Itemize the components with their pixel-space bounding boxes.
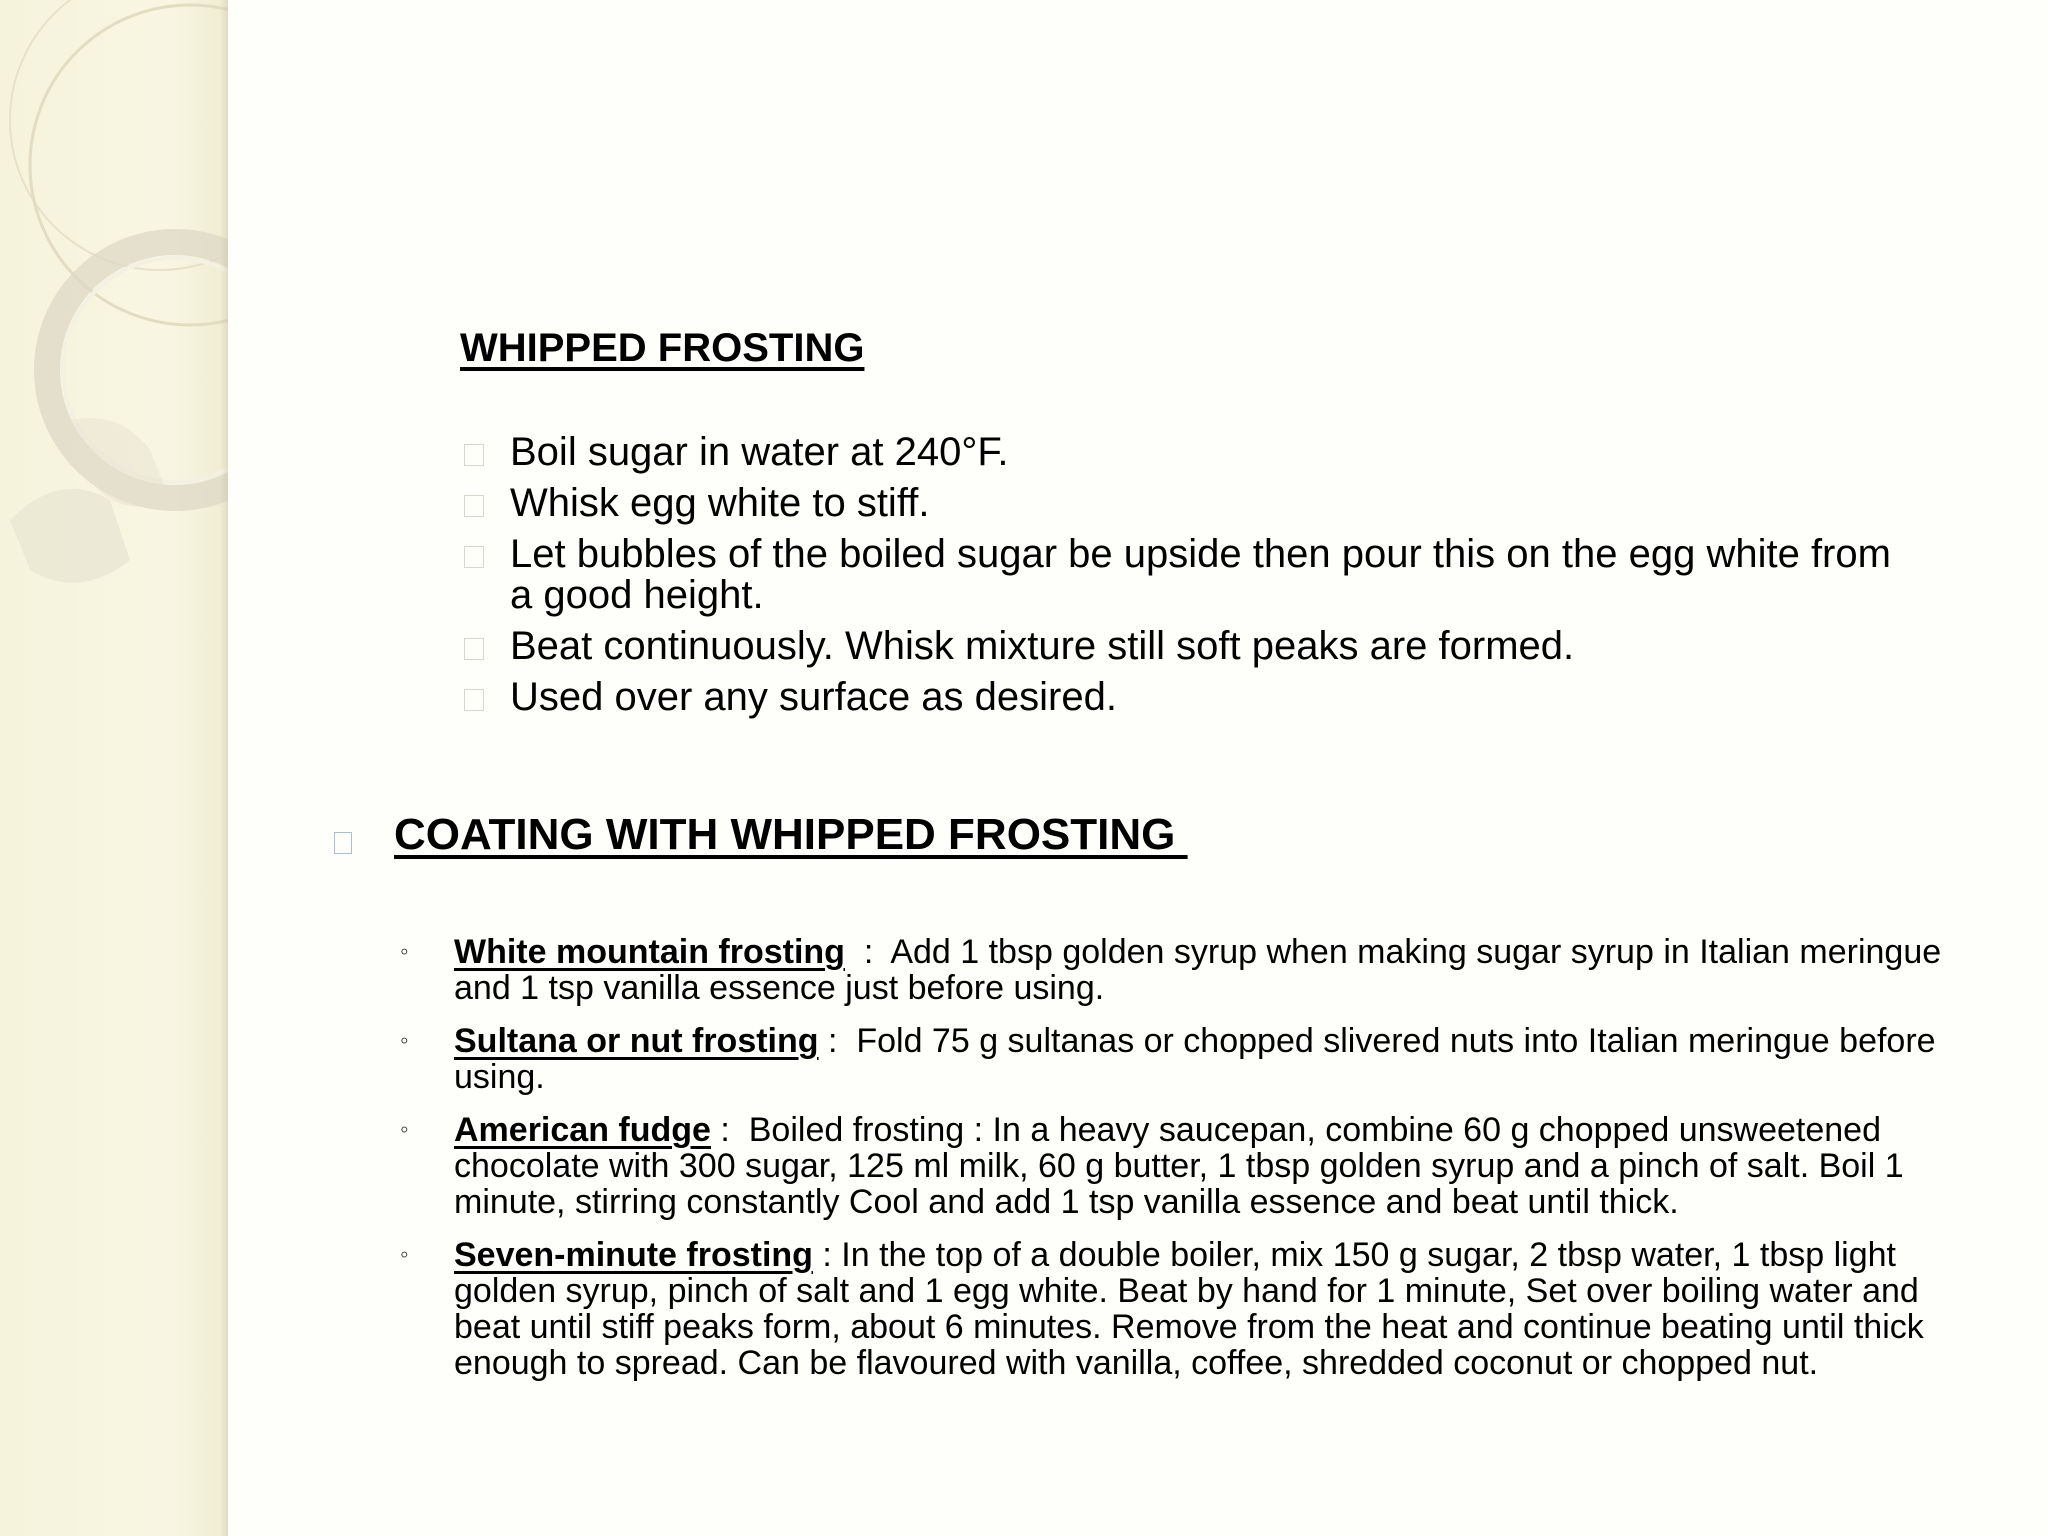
checkbox-bullet-icon <box>464 638 484 660</box>
item-text: In the top of a double boiler, mix 150 g sugar, 2 tbsp water, 1 tbsp light golden syrup, pinch of salt and 1 egg white. Beat by hand for 1 minute, Set over boiling water and beat until stiff peaks form, about 6 minutes. Remove from the heat and continue beating until thick enough to spread. Can be flavoured with vanilla, coffee, shredded coconut or chopped nut. <box>454 1236 1924 1382</box>
step-item <box>462 677 1902 718</box>
circle-bullet-icon: ◦ <box>400 1027 409 1054</box>
step-text: Used over any surface as desired. <box>510 675 1117 719</box>
step-item <box>462 626 1902 667</box>
item-term: Seven-minute frosting <box>454 1236 813 1274</box>
step-item <box>462 483 1902 524</box>
item-separator: : <box>818 1022 857 1060</box>
circle-bullet-icon: ◦ <box>400 1241 409 1268</box>
item-text: Add 1 tbsp golden syrup when making sugar syrup in Italian meringue and 1 tsp vanilla essence just before using. <box>454 933 1942 1007</box>
step-text: Whisk egg white to stiff. <box>510 481 930 525</box>
decorative-rings-graphic <box>0 0 228 1536</box>
whipped-frosting-steps <box>462 432 1902 728</box>
checkbox-bullet-icon <box>334 832 352 854</box>
step-item <box>462 534 1902 616</box>
step-text: Boil sugar in water at 240°F. <box>510 430 1009 474</box>
decorative-side-panel <box>0 0 228 1536</box>
item-separator: : <box>844 933 891 971</box>
circle-bullet-icon: ◦ <box>400 938 409 965</box>
item-term: White mountain frosting <box>454 933 845 971</box>
list-item <box>400 1023 1980 1095</box>
checkbox-bullet-icon <box>464 495 484 517</box>
checkbox-bullet-icon <box>464 444 484 466</box>
list-item <box>400 1112 1980 1220</box>
item-term: American fudge <box>454 1111 711 1149</box>
item-text: Fold 75 g sultanas or chopped slivered nuts into Italian meringue before using. <box>454 1022 1936 1096</box>
coating-variations-list <box>400 934 1980 1398</box>
side-panel-edge <box>220 0 228 1536</box>
step-text: Let bubbles of the boiled sugar be upside then pour this on the egg white from a good height. <box>510 532 1891 617</box>
circle-bullet-icon: ◦ <box>400 1116 409 1143</box>
item-term: Sultana or nut frosting <box>454 1022 819 1060</box>
list-item <box>400 934 1980 1006</box>
item-text: Boiled frosting : In a heavy saucepan, combine 60 g chopped unsweetened chocolate with 300 sugar, 125 ml milk, 60 g butter, 1 tbsp golden syrup and a pinch of salt. Boil 1 minute, stirring constantly Cool and add 1 tsp vanilla essence and beat until thick. <box>454 1111 1904 1221</box>
item-separator: : <box>710 1111 749 1149</box>
list-item <box>400 1237 1980 1381</box>
step-text: Beat continuously. Whisk mixture still soft peaks are formed. <box>510 624 1575 668</box>
whipped-frosting-heading: WHIPPED FROSTING <box>460 326 865 370</box>
coating-heading: COATING WITH WHIPPED FROSTING <box>394 810 1188 859</box>
checkbox-bullet-icon <box>464 689 484 711</box>
step-item <box>462 432 1902 473</box>
item-separator: : <box>812 1236 842 1274</box>
checkbox-bullet-icon <box>464 546 484 568</box>
